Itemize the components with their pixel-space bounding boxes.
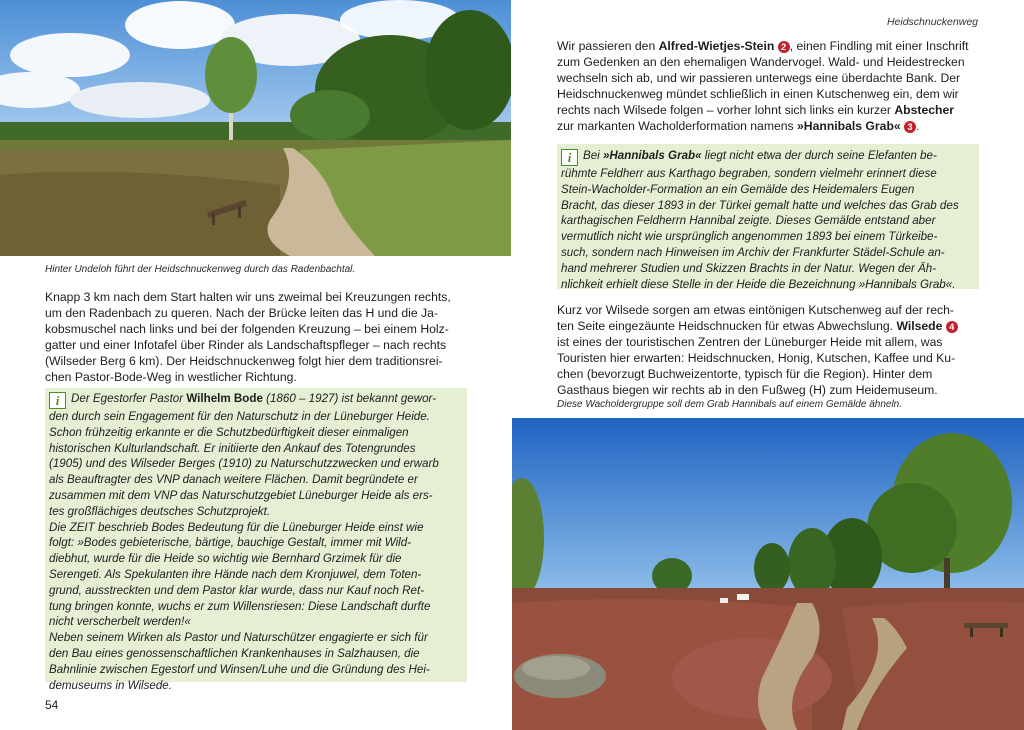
text-line: rechts nach Wilsede folgen – vorher lohnt sich links ein kurzer Abstecher	[557, 103, 954, 117]
photo-caption-right: Diese Wacholdergruppe soll dem Grab Hannibals auf einem Gemälde ähneln.	[557, 399, 903, 410]
highlight-name: Wilhelm Bode	[186, 392, 263, 405]
text-line: chen (bevorzugt Buchweizentorte, typisch für die Region). Hinter dem	[557, 367, 933, 381]
text-line: zusammen mit dem VNP das Naturschutzgebiet Lüneburger Heide als ers-	[49, 488, 433, 502]
highlight-abstecher: Abstecher	[894, 103, 954, 117]
text-line: i Bei »Hannibals Grab« liegt nicht etwa der durch seine Elefanten be-	[561, 148, 975, 166]
text-line: Knapp 3 km nach dem Start halten wir uns zweimal bei Kreuzungen rechts,	[45, 290, 451, 304]
text-line: such, sondern nach Hinweisen im Archiv der Frankfurter Städel-Schule an-	[561, 245, 945, 259]
text-line: ten Seite eingezäunte Heidschnucken für etwas Abwechslung. Wilsede 4	[557, 318, 979, 334]
text-line: Wir passieren den Alfred-Wietjes-Stein 2 , einen Findling mit einer Inschrift	[557, 39, 969, 53]
text-line: um den Radenbach zu queren. Nach der Brücke leiten das H und die Ja-	[45, 306, 438, 320]
text-line: Touristen hier erwarten: Heidschnucken, Honig, Kutschen, Kaffee und Ku-	[557, 351, 956, 365]
text-line: den durch sein Engagement für den Naturschutz in der Lüneburger Heide.	[49, 410, 430, 423]
text-line: Bahnlinie zwischen Egestorf und Winsen/Luhe und die Gründung des Hei-	[49, 662, 430, 676]
juniper-heath-photo	[512, 418, 1024, 730]
right-paragraph-2	[557, 302, 979, 398]
text-line: zur markanten Wacholderformation namens »Hannibals Grab« 3 .	[557, 119, 920, 133]
left-paragraph	[45, 289, 466, 385]
text-line: kobsmuschel nach links und bei der folgenden Kreuzung – bei einem Holz-	[45, 322, 449, 336]
info-box-wilhelm-bode	[45, 388, 467, 692]
info-box-hannibals-grab	[557, 144, 979, 289]
heath-landscape-photo	[0, 0, 511, 256]
text-line: gatter und einer Infotafel über Rinder als Landschaftspfleger – nach rechts	[45, 338, 447, 352]
text-line: (1905) und des Wilseder Berges (1910) zu Naturschutzzwecken und erwarb	[49, 457, 439, 471]
text-line: den Bau eines genossenschaftlichen Krankenhauses in Salzhausen, die	[49, 646, 420, 660]
text-line: Bracht, das dieser 1893 in der Türkei gemalt hatte und welches das Grab des	[561, 198, 959, 212]
text-line: als Beauftragter des VNP danach weitere Flächen. Damit begründete er	[49, 473, 418, 487]
highlight-hannibals-grab-box: »Hannibals Grab«	[602, 149, 702, 162]
highlight-hannibals-grab: »Hannibals Grab«	[797, 119, 901, 133]
text-line: Heidschnuckenweg mündet schließlich in einen Kutschenweg ein, dem wir	[557, 87, 959, 101]
text-line: vermutlich nicht wie ursprünglich angenommen 1893 bei einem Türkeibe-	[561, 230, 938, 244]
photo-caption-left: Hinter Undeloh führt der Heidschnuckenweg durch das Radenbachtal.	[45, 264, 356, 275]
text-line: nicht verscherbelt werden!«	[49, 615, 191, 629]
text-line: folgt: »Bodes gebieterische, bärtige, bauchige Gestalt, immer mit Wild-	[49, 536, 412, 550]
text-line: nlichkeit erhielt diese Stelle in der Heide die Bezeichnung »Hannibals Grab«.	[561, 277, 956, 291]
text-line: ist eines der touristischen Zentren der Lüneburger Heide mit allem, was	[557, 335, 943, 349]
info-icon: i	[561, 149, 578, 166]
text-line: zum Gedenken an den ehemaligen Wandervogel. Wald- und Heidestrecken	[557, 55, 965, 69]
text-line: Gasthaus biegen wir rechts ab in den Fußweg (H) zum Heidemuseum.	[557, 383, 938, 397]
text-line: Neben seinem Wirken als Pastor und Naturschützer engagierte er sich für	[49, 631, 428, 645]
highlight-alfred-wietjes-stein: Alfred-Wietjes-Stein	[658, 39, 775, 53]
waypoint-marker-3: 3	[904, 121, 916, 133]
text-line: (Wilseder Berg 6 km). Der Heidschnuckenweg folgt hier dem traditionsrei-	[45, 354, 443, 368]
text-line: wechseln sich ab, und wir passieren unterwegs eine überdachte Bank. Der	[557, 71, 961, 85]
text-line: Kurz vor Wilsede sorgen am etwas eintönigen Kutschenweg auf der rech-	[557, 303, 954, 317]
text-line: Serengeti. Als Spekulanten ihre Hände nach dem Kronjuwel, dem Toten-	[49, 567, 422, 581]
text-line: Schon frühzeitig erkannte er die Schutzbedürftigkeit dieser einmaligen	[49, 425, 409, 439]
text-line: diebhut, wurde für die Heide so wichtig wie Bernhard Grzimek für die	[49, 552, 402, 566]
text-line: tes großflächiges deutsches Schutzprojekt.	[49, 504, 271, 518]
page-number: 54	[45, 698, 59, 712]
waypoint-marker-2: 2	[778, 41, 790, 53]
highlight-wilsede: Wilsede	[896, 319, 943, 333]
photo-radenbachtal	[0, 0, 511, 256]
text-line: karthagischen Feldherrn Hannibal zeigte. Dieses Gemälde entstand aber	[561, 214, 936, 228]
text-line: Die ZEIT beschrieb Bodes Bedeutung für die Lüneburger Heide einst wie	[49, 520, 424, 534]
right-paragraph-1	[557, 38, 979, 134]
text-line: hand mehrerer Studien und Skizzen Brachts in der Natur. Wegen der Äh-	[561, 261, 937, 275]
text-line: rühmte Feldherr aus Karthago begraben, sondern vielmehr erinnert diese	[561, 167, 937, 180]
text-line: i Der Egestorfer Pastor Wilhelm Bode (1860 – 1927) ist bekannt gewor-	[49, 391, 463, 409]
text-line: demuseums in Wilsede.	[49, 678, 172, 692]
text-line: Stein-Wacholder-Formation an ein Gemälde des Heidemalers Eugen	[561, 182, 915, 196]
text-line: grund, ausstreckten und dem Pastor klar wurde, dass nur Kauf noch Ret-	[49, 583, 425, 597]
info-icon: i	[49, 392, 66, 409]
running-header: Heidschnuckenweg	[886, 16, 978, 28]
waypoint-marker-4: 4	[946, 321, 958, 333]
text-line: historischen Kulturlandschaft. Er initiierte den Ankauf des Totengrundes	[49, 441, 416, 455]
text-line: tung bringen konnte, wuchs er zum Willensriesen: Diese Landschaft durfte	[49, 599, 431, 613]
photo-hannibals-grab	[512, 418, 1024, 730]
text-line: chen Pastor-Bode-Weg in westlicher Richtung.	[45, 370, 297, 384]
